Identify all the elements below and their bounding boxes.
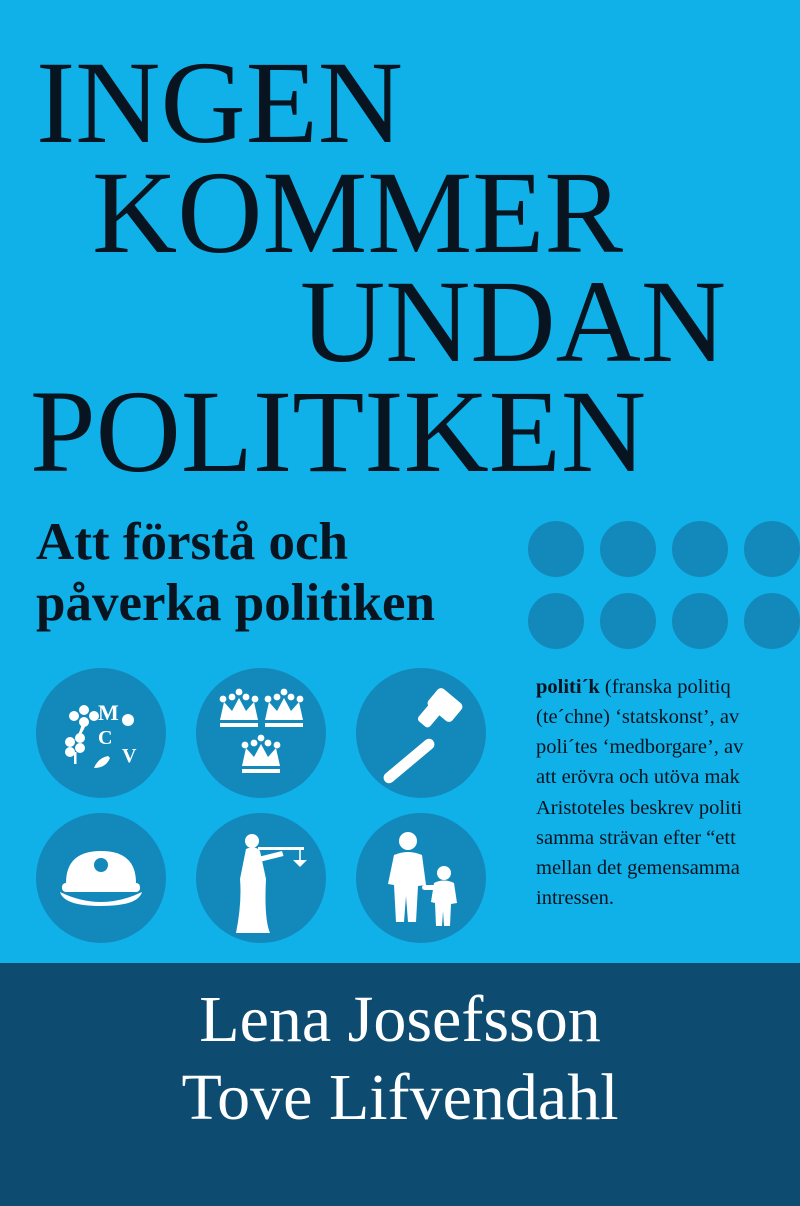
gavel-icon <box>356 668 486 798</box>
dictionary-line-7: mellan det gemensamma <box>536 856 740 879</box>
title-line-3: UNDAN <box>300 256 727 388</box>
lady-justice-icon <box>196 813 326 943</box>
police-cap-icon <box>36 813 166 943</box>
title-line-4: POLITIKEN <box>30 366 647 498</box>
author-name-2: Tove Lifvendahl <box>181 1060 619 1134</box>
book-subtitle <box>36 512 556 635</box>
dot <box>744 593 800 649</box>
dictionary-headword: politi´k <box>536 676 600 698</box>
dictionary-line-3: poli´tes ‘medborgare’, av <box>536 736 744 759</box>
three-crowns-icon <box>196 668 326 798</box>
svg-text:M: M <box>98 700 119 725</box>
dot <box>672 593 728 649</box>
title-line-2: KOMMER <box>92 146 624 278</box>
icon-grid <box>36 668 516 958</box>
dot <box>672 521 728 577</box>
dictionary-line-2: (te´chne) ‘statskonst’, av <box>536 706 740 729</box>
icon-cell <box>36 813 181 943</box>
icon-cell <box>196 668 341 798</box>
title-line-1: INGEN <box>36 37 404 168</box>
decorative-dot-grid <box>528 521 800 665</box>
dot <box>744 521 800 577</box>
parent-and-child-icon <box>356 813 486 943</box>
dictionary-line-4: att erövra och utöva mak <box>536 766 740 789</box>
dot <box>600 521 656 577</box>
icon-cell <box>356 668 501 798</box>
dictionary-line-5: Aristoteles beskrev politi <box>536 796 743 819</box>
dot <box>600 593 656 649</box>
dot <box>528 521 584 577</box>
dot <box>528 593 584 649</box>
party-symbols-icon <box>36 668 166 798</box>
author-names <box>0 981 800 1137</box>
book-title <box>0 37 800 498</box>
subtitle-line-1: Att förstå och <box>36 513 349 571</box>
svg-text:C: C <box>98 727 113 749</box>
dictionary-line-1: (franska politiq <box>604 676 731 698</box>
subtitle-line-2: påverka politiken <box>36 574 436 633</box>
icon-cell <box>356 813 501 943</box>
svg-text:V: V <box>122 745 137 767</box>
dictionary-line-8: intressen. <box>536 886 614 909</box>
author-band <box>0 963 800 1206</box>
author-name-1: Lena Josefsson <box>199 983 601 1056</box>
icon-cell <box>196 813 341 943</box>
icon-cell <box>36 668 181 798</box>
dictionary-definition <box>536 672 800 932</box>
dictionary-line-6: samma strävan efter “ett <box>536 826 736 849</box>
